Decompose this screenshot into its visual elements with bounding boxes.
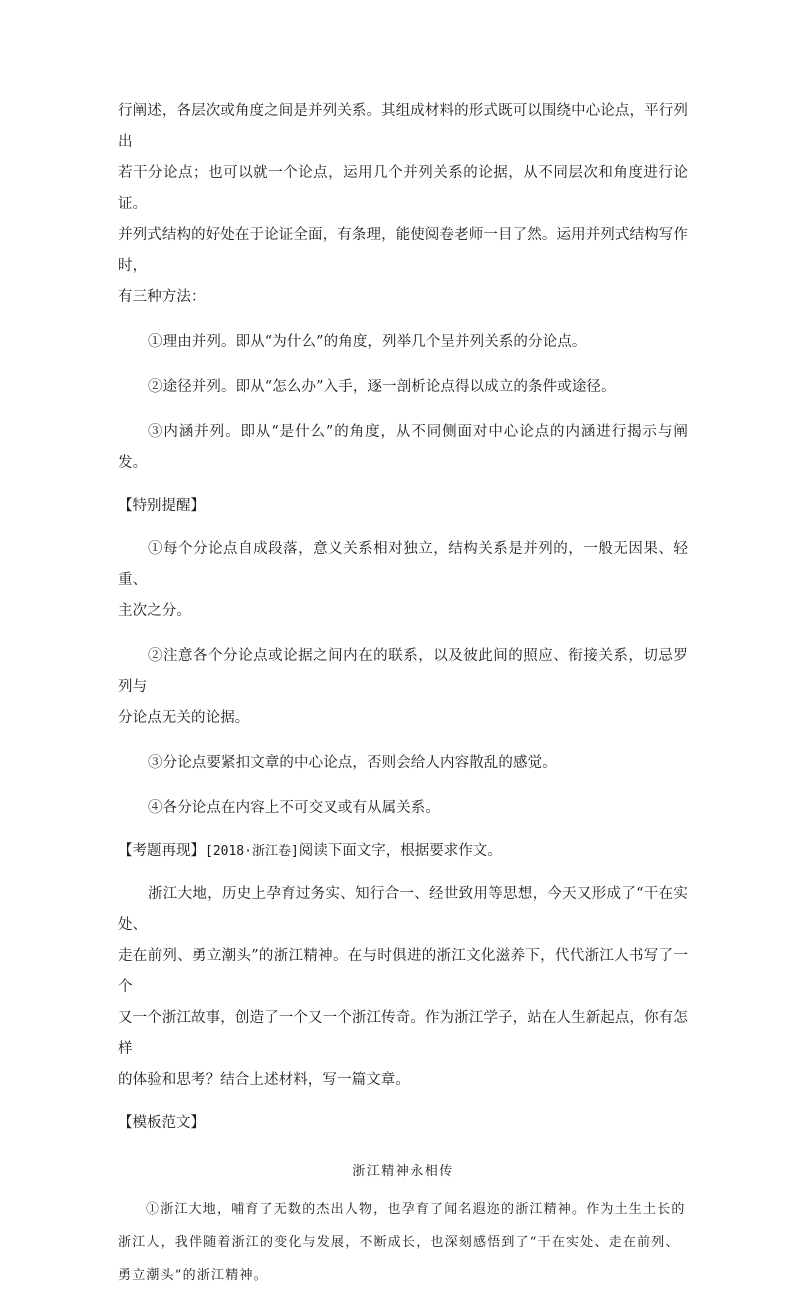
- reminder-item-2-line-2: 分论点无关的论据。: [118, 710, 250, 726]
- exam-material-line-2: 走在前列、勇立潮头”的浙江精神。在与时俱进的浙江文化滋养下，代代浙江人书写了一个: [118, 948, 688, 995]
- method-item-3: ③内涵并列。即从“是什么”的角度，从不同侧面对中心论点的内涵进行揭示与阐发。: [118, 424, 688, 471]
- exam-material-line-3: 又一个浙江故事，创造了一个又一个浙江传奇。作为浙江学子，站在人生新起点，你有怎样: [118, 1010, 688, 1057]
- exam-material-line-4: 的体验和思考？结合上述材料，写一篇文章。: [118, 1072, 410, 1088]
- method-item-1: ①理由并列。即从“为什么”的角度，列举几个呈并列关系的分论点。: [148, 334, 587, 350]
- intro-line-2: 若干分论点；也可以就一个论点，运用几个并列关系的论据，从不同层次和角度进行论证。: [118, 165, 688, 212]
- essay-line-2: 浙江人，我伴随着浙江的变化与发展，不断成长，也深刻感悟到了“干在实处、走在前列、: [118, 1235, 680, 1250]
- exam-instruction: 阅读下面文字，根据要求作文。: [298, 843, 502, 859]
- document-body: [118, 96, 688, 1292]
- reminder-item-3: ③分论点要紧扣文章的中心论点，否则会给人内容散乱的感觉。: [148, 755, 557, 771]
- reminder-item-2: [118, 641, 688, 734]
- intro-line-4: 有三种方法：: [118, 289, 206, 305]
- exam-source: [2018·浙江卷]: [205, 844, 299, 859]
- reminder-item-4: ④各分论点在内容上不可交叉或有从属关系。: [148, 800, 440, 816]
- exam-heading-line: [118, 836, 688, 867]
- model-heading: 【模板范文】: [118, 1115, 205, 1131]
- exam-material: [118, 879, 688, 1096]
- reminder-item-1: [118, 534, 688, 627]
- essay-line-3: 勇立潮头”的浙江精神。: [118, 1268, 268, 1283]
- reminder-heading: 【特别提醒】: [118, 498, 205, 514]
- exam-material-line-1: 浙江大地，历史上孕育过务实、知行合一、经世致用等思想，今天又形成了“干在实处、: [118, 886, 688, 933]
- intro-line-1: 行阐述，各层次或角度之间是并列关系。其组成材料的形式既可以围绕中心论点，平行列出: [118, 103, 688, 150]
- method-item-2: ②途径并列。即从“怎么办”入手，逐一剖析论点得以成立的条件或途径。: [148, 379, 616, 395]
- essay-title: 浙江精神永相传: [352, 1164, 454, 1179]
- exam-heading: 【考题再现】: [118, 843, 205, 859]
- essay-paragraph-1: [118, 1193, 688, 1292]
- intro-line-3: 并列式结构的好处在于论证全面，有条理，能使阅卷老师一目了然。运用并列式结构写作时，: [118, 227, 688, 274]
- intro-paragraph: [118, 96, 688, 313]
- reminder-item-2-line-1: ②注意各个分论点或论据之间内在的联系，以及彼此间的照应、衔接关系，切忌罗列与: [118, 648, 688, 695]
- reminder-item-1-line-1: ①每个分论点自成段落，意义关系相对独立，结构关系是并列的，一般无因果、轻重、: [118, 541, 688, 588]
- reminder-item-1-line-2: 主次之分。: [118, 603, 191, 619]
- essay-line-1: ①浙江大地，哺育了无数的杰出人物，也孕育了闻名遐迩的浙江精神。作为土生土长的: [146, 1202, 686, 1217]
